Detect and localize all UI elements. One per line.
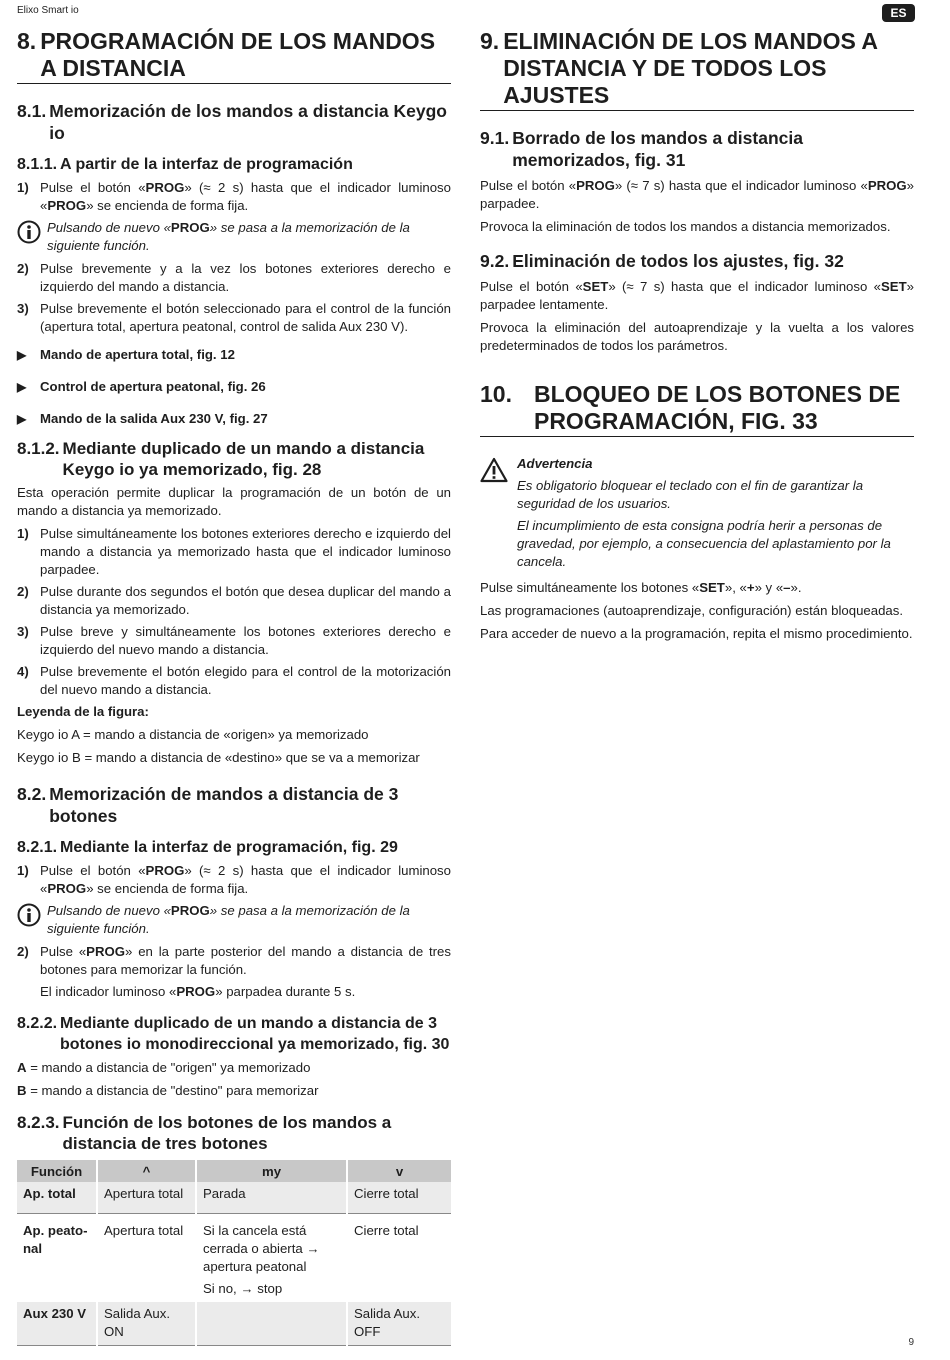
column-header: v xyxy=(347,1160,451,1182)
column-header: my xyxy=(196,1160,347,1182)
table-cell: Cierre total xyxy=(347,1214,451,1303)
step-3 xyxy=(17,300,451,336)
section-10-heading xyxy=(480,381,914,437)
button-function-table xyxy=(17,1160,451,1346)
step-text: Pulse el botón «PROG» (≈ 2 s) hasta que el indicador luminoso «PROG» se encienda de forma fija. xyxy=(40,863,451,896)
table-cell: Salida Aux. ON xyxy=(97,1302,196,1346)
paragraph: Provoca la eliminación del autoaprendizaje y la vuelta a los valores predeterminados de todos los parámetros. xyxy=(480,320,914,353)
step-continuation: El indicador luminoso «PROG» parpadea durante 5 s. xyxy=(40,984,356,999)
legend-item: A = mando a distancia de "origen" ya memorizado xyxy=(17,1060,311,1075)
table-cell xyxy=(196,1214,347,1303)
section-8-2-3-heading xyxy=(17,1112,451,1154)
cell-line: Si la cancela está cerrada o abierta → apertura peatonal xyxy=(203,1223,320,1274)
warning-paragraph: Es obligatorio bloquear el teclado con el fin de garantizar la seguridad de los usuarios. xyxy=(517,478,864,511)
table-row xyxy=(17,1182,451,1214)
table-cell: Aux 230 V xyxy=(17,1302,97,1346)
section-number: 10. xyxy=(480,381,512,407)
section-number: 9.2. xyxy=(480,251,510,271)
section-title: PROGRAMACIÓN DE LOS MANDOS A DISTANCIA xyxy=(40,28,436,81)
paragraph: Esta operación permite duplicar la programación de un botón de un mando a distancia ya memorizado. xyxy=(17,485,451,518)
table-cell: Apertura total xyxy=(97,1214,196,1303)
section-9-1-heading xyxy=(480,127,914,171)
step-number: 2) xyxy=(17,944,29,959)
section-8-1-1-heading xyxy=(17,154,451,175)
section-9-heading xyxy=(480,28,914,111)
paragraph: Para acceder de nuevo a la programación, repita el mismo procedimiento. xyxy=(480,626,913,641)
section-title: Eliminación de todos los ajustes, fig. 32 xyxy=(512,251,844,271)
play-arrow-icon: ▶ xyxy=(17,380,27,394)
legend-item: Keygo io A = mando a distancia de «origen» ya memorizado xyxy=(17,727,369,742)
info-note xyxy=(17,219,451,255)
table-cell: Apertura total xyxy=(97,1182,196,1214)
figure-link-text: Control de apertura peatonal, fig. 26 xyxy=(40,379,266,394)
step-text: Pulse brevemente el botón seleccionado para el control de la función (apertura total, apertura peatonal, control de salida Aux 230 V). xyxy=(40,301,451,334)
table-cell: Ap. total xyxy=(17,1182,97,1214)
step-number: 1) xyxy=(17,526,29,541)
section-8-2-heading xyxy=(17,783,451,827)
paragraph: Las programaciones (autoaprendizaje, configuración) están bloqueadas. xyxy=(480,603,904,618)
section-title: Borrado de los mandos a distancia memorizados, fig. 31 xyxy=(512,128,803,170)
figure-link-text: Mando de la salida Aux 230 V, fig. 27 xyxy=(40,411,268,426)
section-8-2-2-heading xyxy=(17,1013,451,1055)
section-9-2-heading xyxy=(480,250,914,272)
section-number: 8. xyxy=(17,28,37,54)
step-number: 4) xyxy=(17,664,29,679)
cell-line: Si no, → stop xyxy=(203,1281,283,1296)
play-arrow-icon: ▶ xyxy=(17,412,27,426)
figure-link xyxy=(17,410,451,428)
section-number: 8.1.1. xyxy=(17,156,58,173)
column-header: ^ xyxy=(97,1160,196,1182)
step-text: Pulse «PROG» en la parte posterior del mando a distancia de tres botones para memorizar la función. xyxy=(40,944,451,977)
step-number: 2) xyxy=(17,261,29,276)
app-name: Elixo Smart io xyxy=(17,5,79,16)
section-8-1-heading xyxy=(17,100,451,144)
section-number: 8.2.1. xyxy=(17,839,58,856)
step-2 xyxy=(17,260,451,296)
page-number: 9 xyxy=(908,1337,914,1348)
section-title: Memorización de mandos a distancia de 3 botones xyxy=(49,784,399,826)
step-2 xyxy=(17,943,451,979)
table-cell: Ap. peato-nal xyxy=(17,1214,97,1303)
note-text: Pulsando de nuevo «PROG» se pasa a la memorización de la siguiente función. xyxy=(47,903,410,936)
warning-triangle-icon xyxy=(480,455,517,575)
table-cell: Parada xyxy=(196,1182,347,1214)
section-number: 8.2. xyxy=(17,784,47,804)
info-icon xyxy=(17,902,47,938)
step-1 xyxy=(17,179,451,215)
section-title: ELIMINACIÓN DE LOS MANDOS A DISTANCIA Y DE TODOS LOS AJUSTES xyxy=(503,28,878,108)
warning-box xyxy=(480,455,914,575)
step-3 xyxy=(17,623,451,659)
section-number: 8.1.2. xyxy=(17,439,60,458)
step-number: 3) xyxy=(17,624,29,639)
step-text: Pulse breve y simultáneamente los botones exteriores derecho e izquierdo del nuevo mando a distancia. xyxy=(40,624,451,657)
column-header: Función xyxy=(17,1160,97,1182)
step-2 xyxy=(17,583,451,619)
paragraph: Provoca la eliminación de todos los mandos a distancia memorizados. xyxy=(480,219,891,234)
table-row xyxy=(17,1214,451,1303)
section-title: Memorización de los mandos a distancia Keygo io xyxy=(49,101,447,143)
step-text: Pulse el botón «PROG» (≈ 2 s) hasta que el indicador luminoso «PROG» se encienda de forma fija. xyxy=(40,180,451,213)
table-header-row xyxy=(17,1160,451,1182)
language-badge: ES xyxy=(882,4,915,22)
paragraph: Pulse el botón «SET» (≈ 7 s) hasta que el indicador luminoso «SET» parpadee lentamente. xyxy=(480,279,914,312)
section-title: Mediante la interfaz de programación, fig. 29 xyxy=(60,839,398,856)
step-4 xyxy=(17,663,451,699)
paragraph: Pulse el botón «PROG» (≈ 7 s) hasta que el indicador luminoso «PROG» parpadee. xyxy=(480,178,914,211)
warning-paragraph: El incumplimiento de esta consigna podría herir a personas de gravedad, por ejemplo, a consecuencia del aplastamiento por la cancela. xyxy=(517,518,891,569)
legend-title: Leyenda de la figura: xyxy=(17,704,149,719)
play-arrow-icon: ▶ xyxy=(17,348,27,362)
info-icon xyxy=(17,219,47,255)
section-8-1-2-heading xyxy=(17,438,451,480)
step-number: 3) xyxy=(17,301,29,316)
legend-item: B = mando a distancia de "destino" para memorizar xyxy=(17,1083,319,1098)
step-text: Pulse brevemente el botón elegido para el control de la motorización del nuevo mando a distancia. xyxy=(40,664,451,697)
section-number: 8.2.3. xyxy=(17,1113,60,1132)
table-cell xyxy=(196,1302,347,1346)
section-number: 8.1. xyxy=(17,101,47,121)
warning-text xyxy=(517,455,914,575)
section-number: 8.2.2. xyxy=(17,1015,58,1032)
step-text: Pulse durante dos segundos el botón que desea duplicar del mando a distancia ya memorizado. xyxy=(40,584,451,617)
step-text: Pulse brevemente y a la vez los botones exteriores derecho e izquierdo del mando a distancia. xyxy=(40,261,451,294)
section-number: 9. xyxy=(480,28,500,54)
section-8-2-1-heading xyxy=(17,837,451,858)
step-number: 1) xyxy=(17,180,29,195)
paragraph: Pulse simultáneamente los botones «SET», «+» y «–». xyxy=(480,580,802,595)
section-title: Función de los botones de los mandos a distancia de tres botones xyxy=(62,1113,392,1153)
figure-links xyxy=(17,346,451,428)
info-note xyxy=(17,902,451,938)
step-text: Pulse simultáneamente los botones exteriores derecho e izquierdo del mando a distancia ya memorizado hasta que el indicador luminoso parpadee. xyxy=(40,526,451,577)
section-title: Mediante duplicado de un mando a distancia Keygo io ya memorizado, fig. 28 xyxy=(62,439,425,479)
step-1 xyxy=(17,862,451,898)
step-number: 1) xyxy=(17,863,29,878)
table-row xyxy=(17,1302,451,1346)
section-title: Mediante duplicado de un mando a distancia de 3 botones io monodireccional ya memorizado, fig. 30 xyxy=(60,1015,450,1053)
figure-link xyxy=(17,378,451,396)
figure-link-text: Mando de apertura total, fig. 12 xyxy=(40,347,235,362)
note-text: Pulsando de nuevo «PROG» se pasa a la memorización de la siguiente función. xyxy=(47,220,410,253)
section-title: A partir de la interfaz de programación xyxy=(60,156,353,173)
right-column xyxy=(480,28,914,648)
left-column xyxy=(17,28,451,1346)
table-cell: Salida Aux. OFF xyxy=(347,1302,451,1346)
step-number: 2) xyxy=(17,584,29,599)
section-title: BLOQUEO DE LOS BOTONES DE PROGRAMACIÓN, FIG. 33 xyxy=(533,381,901,434)
legend-item: Keygo io B = mando a distancia de «destino» que se va a memorizar xyxy=(17,750,420,765)
step-1 xyxy=(17,525,451,579)
warning-title: Advertencia xyxy=(517,456,593,471)
section-8-heading xyxy=(17,28,451,84)
table-cell: Cierre total xyxy=(347,1182,451,1214)
figure-link xyxy=(17,346,451,364)
section-number: 9.1. xyxy=(480,128,510,148)
